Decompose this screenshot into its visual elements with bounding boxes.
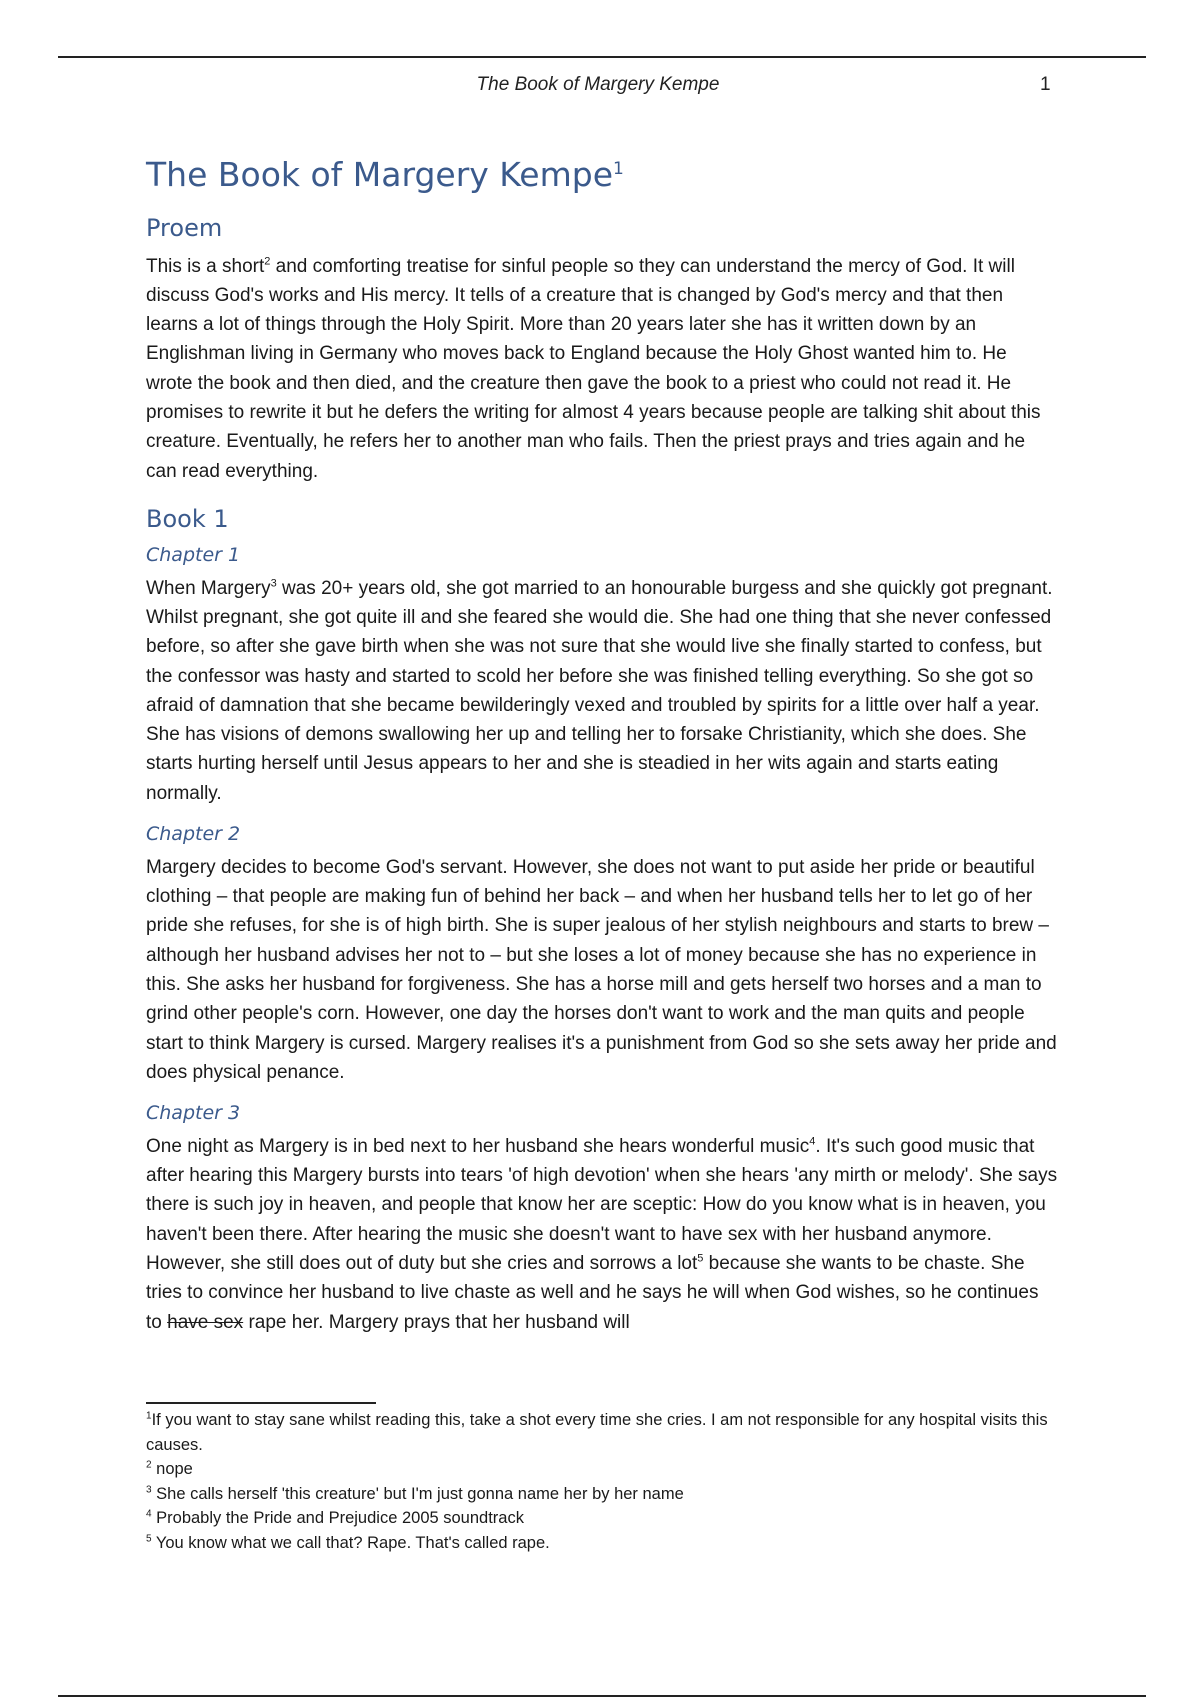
footnote-item	[146, 1457, 1058, 1482]
footnotes	[146, 1408, 1058, 1555]
footnote-ref[interactable]: 5	[697, 1252, 704, 1265]
text-run: One night as Margery is in bed next to her husband she hears wonderful music	[146, 1135, 810, 1157]
heading-proem: Proem	[146, 213, 223, 242]
running-header-title: The Book of Margery Kempe	[476, 74, 720, 95]
text-run: was 20+ years old, she got married to an honourable burgess and she quickly got pregnant. Whilst pregnant, she got quite ill and she feared she would die. She had one thing that she never confessed before, so after she gave birth when she was not sure that she would live she finally started to confess, but the confessor was hasty and started to scold her before she was finished telling everything. So she got so afraid of damnation that she became bewilderingly vexed and troubled by spirits for a little over half a year. She has visions of demons swallowing her up and telling her to forsake Christianity, which she does. She starts hurting herself until Jesus appears to her and she is steadied in her wits again and starts eating normally.	[146, 577, 1053, 804]
footnote-text: She calls herself 'this creature' but I'm just gonna name her by her name	[151, 1484, 684, 1503]
footnote-item	[146, 1506, 1058, 1531]
footnote-ref[interactable]: 1	[613, 159, 624, 179]
footnote-item	[146, 1482, 1058, 1507]
document-body	[146, 155, 1058, 1351]
text-run: . It's such good music that after hearing this Margery bursts into tears 'of high devotion' when she hears 'any mirth or melody'. She says there is such joy in heaven, and people that know her are sceptic: How do you know what is in heaven, you haven't been there. After hearing the music she doesn't want to have sex with her husband anymore. However, she still does out of duty but she cries and sorrows a lot	[146, 1135, 1058, 1274]
heading-chapter-1: Chapter 1	[146, 543, 241, 566]
footnote-mark: 2	[146, 1459, 152, 1471]
paragraph-chapter-1	[146, 574, 1058, 808]
footnote-mark: 3	[146, 1484, 152, 1495]
footnote-text: If you want to stay sane whilst reading this, take a shot every time she cries. I am not responsible for any hospital visits this causes.	[146, 1411, 1048, 1454]
page-number: 1	[1040, 74, 1051, 95]
text-run: When Margery	[146, 577, 271, 599]
text-run: rape her. Margery prays that her husband will	[243, 1311, 630, 1333]
document-title-text: The Book of Margery Kempe	[146, 155, 613, 194]
footnote-item	[146, 1408, 1058, 1457]
paragraph-proem	[146, 252, 1058, 486]
document-title	[146, 155, 1058, 195]
paragraph-chapter-3	[146, 1132, 1058, 1337]
footnote-separator	[146, 1402, 376, 1404]
header-rule	[58, 56, 1146, 58]
struck-text: have sex	[167, 1311, 244, 1333]
paragraph-chapter-2: Margery decides to become God's servant. However, she does not want to put aside her pride or beautiful clothing – that people are making fun of behind her back – and when her husband tells her to let go of her pride she refuses, for she is of high birth. She is super jealous of her stylish neighbours and starts to brew – although her husband advises her not to – but she loses a lot of money because she has no experience in this. She asks her husband for forgiveness. She has a horse mill and gets herself two horses and a man to grind other people's corn. However, one day the horses don't want to work and the man quits and people start to think Margery is cursed. Margery realises it's a punishment from God so she sets away her pride and does physical penance.	[146, 856, 1057, 1083]
footnote-ref[interactable]: 4	[809, 1135, 816, 1148]
footnote-item	[146, 1531, 1058, 1556]
footnote-text: nope	[151, 1460, 193, 1478]
footnote-ref[interactable]: 2	[264, 255, 271, 268]
footer-rule	[58, 1695, 1146, 1697]
text-run: This is a short	[146, 255, 265, 277]
footnote-mark: 5	[146, 1533, 152, 1544]
footnote-mark: 4	[146, 1508, 152, 1520]
footnote-mark: 1	[146, 1410, 152, 1422]
heading-chapter-3: Chapter 3	[146, 1102, 241, 1125]
footnote-text: Probably the Pride and Prejudice 2005 soundtrack	[151, 1509, 524, 1527]
text-run: because she wants to be chaste. She tries to convince her husband to live chaste as well and he says he will when God wishes, so he continues to	[146, 1252, 1039, 1333]
heading-book-1: Book 1	[146, 504, 229, 533]
text-run: and comforting treatise for sinful people so they can understand the mercy of God. It will discuss God's works and His mercy. It tells of a creature that is changed by God's mercy and that then learns a lot of things through the Holy Spirit. More than 20 years later she has it written down by an Englishman living in Germany who moves back to England because the Holy Ghost wanted him to. He wrote the book and then died, and the creature then gave the book to a priest who could not read it. He promises to rewrite it but he defers the writing for almost 4 years because people are talking shit about this creature. Eventually, he refers her to another man who fails. Then the priest prays and tries again and he can read everything.	[146, 255, 1041, 482]
footnote-text: You know what we call that? Rape. That's called rape.	[151, 1533, 550, 1552]
footnote-ref[interactable]: 3	[270, 577, 277, 590]
heading-chapter-2: Chapter 2	[146, 823, 241, 846]
